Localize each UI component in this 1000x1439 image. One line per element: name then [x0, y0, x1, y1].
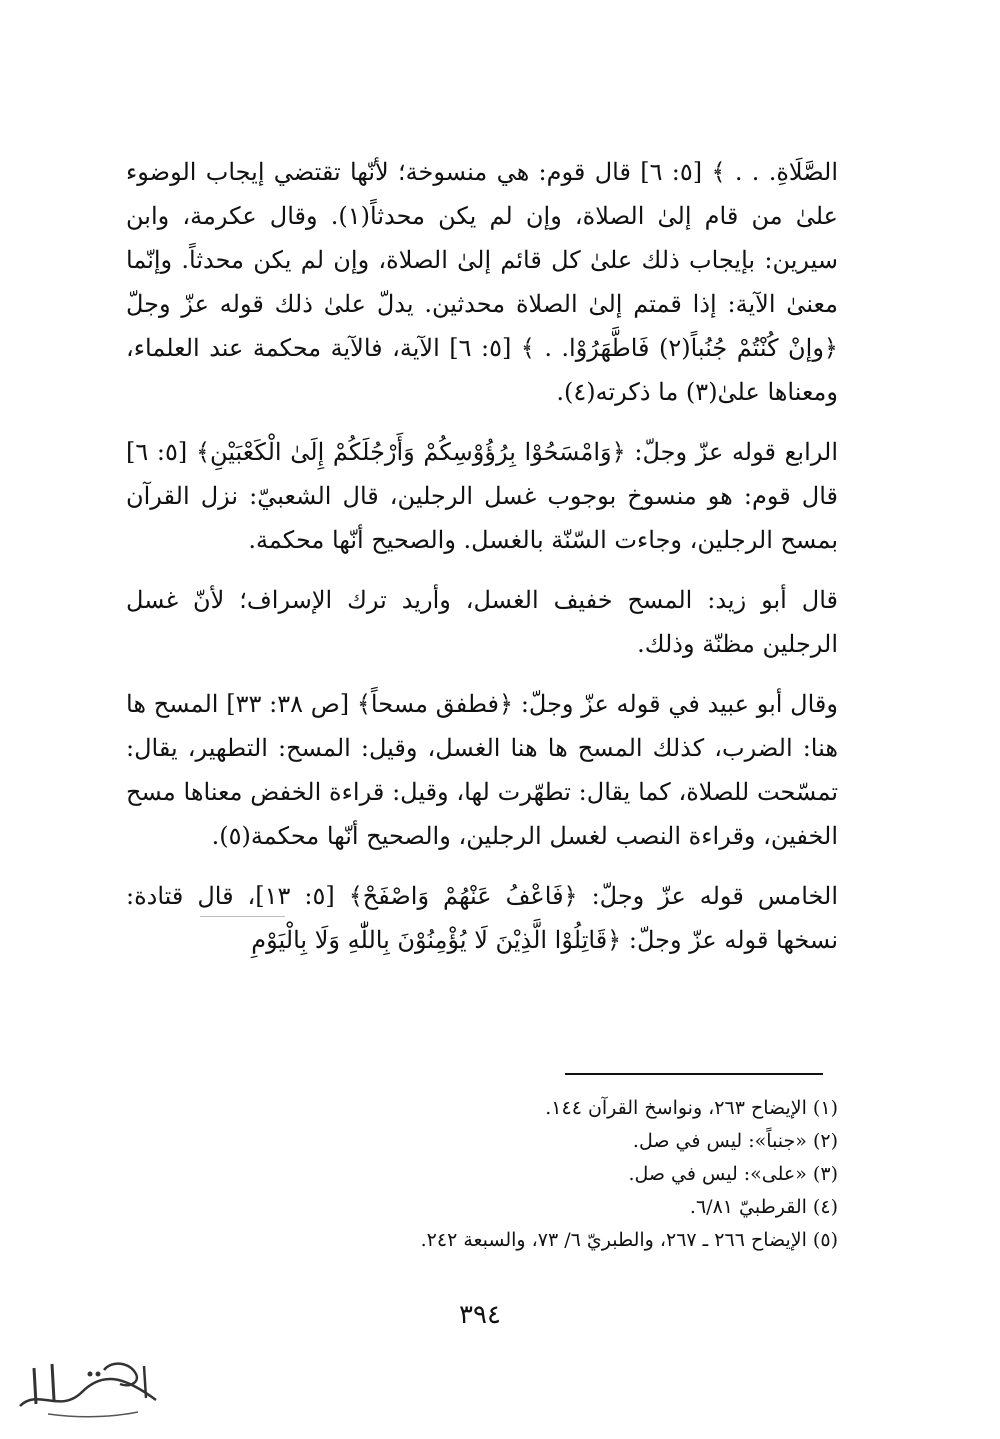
paragraph-1: الصَّلَاةِ. . . ﴾ [٥: ٦] قال قوم: هي منسوخة؛ لأنّها تقتضي إيجاب الوضوء علىٰ من قام إلىٰ الصلاة، وإن لم يكن محدثاً(١). وقال عكرمة، وابن سيرين: بإيجاب ذلك علىٰ كل قائم إلىٰ الصلاة، وإن لم يكن محدثاً. وإنّما معنىٰ الآية: إذا قمتم إلىٰ الصلاة محدثين. يدلّ علىٰ ذلك قوله عزّ وجلّ ﴿وإنْ كُنْتُمْ جُنُباً(٢) فَاطَّهَرُوْا. . ﴾ [٥: ٦] الآية، فالآية محكمة عند العلماء، ومعناها علىٰ(٣) ما ذكرته(٤).	[126, 158, 839, 406]
footnote-3: (٣) «على»: ليس في صل.	[628, 1163, 838, 1185]
faint-divider	[200, 916, 285, 917]
main-text	[126, 150, 838, 962]
footnote-4: (٤) القرطبيّ ٦/٨١.	[689, 1196, 838, 1218]
paragraph-3: قال أبو زيد: المسح خفيف الغسل، وأريد ترك الإسراف؛ لأنّ غسل الرجلين مظنّة وذلك.	[126, 586, 838, 658]
footnotes-divider	[565, 1073, 823, 1075]
footnote-1: (١) الإيضاح ٢٦٣، ونواسخ القرآن ١٤٤.	[545, 1097, 838, 1119]
footnotes	[330, 1092, 838, 1257]
footnote-5: (٥) الإيضاح ٢٦٦ ـ ٢٦٧، والطبريّ ٦/ ٧٣، والسبعة ٢٤٢.	[420, 1229, 838, 1251]
footnote-2: (٢) «جنباً»: ليس في صل.	[632, 1130, 838, 1152]
paragraph-2: الرابع قوله عزّ وجلّ: ﴿وَامْسَحُوْا بِرُؤُوْسِكُمْ وَأَرْجُلَكُمْ إِلَىٰ الْكَعْبَيْنِ﴾ [٥: ٦] قال قوم: هو منسوخ بوجوب غسل الرجلين، قال الشعبيّ: نزل القرآن بمسح الرجلين، وجاءت السّنّة بالغسل. والصحيح أنّها محكمة.	[126, 438, 839, 554]
paragraph-5: الخامس قوله عزّ وجلّ: ﴿فَاعْفُ عَنْهُمْ وَاصْفَحْ﴾ [٥: ١٣]، قال قتادة: نسخها قوله عزّ وجلّ: ﴿قَاتِلُوْا الَّذِيْنَ لَا يُؤْمِنُوْنَ بِاللّٰهِ وَلَا بِالْيَوْمِ	[126, 882, 839, 954]
paragraph-4: وقال أبو عبيد في قوله عزّ وجلّ: ﴿فطفق مسحاً﴾ [ص ٣٨: ٣٣] المسح ها هنا: الضرب، كذلك المسح ها هنا الغسل، وقيل: المسح: التطهير، يقال: تمسّحت للصلاة، كما يقال: تطهّرت لها، وقيل: قراءة الخفض معناها مسح الخفين، وقراءة النصب لغسل الرجلين، والصحيح أنّها محكمة(٥).	[126, 690, 838, 850]
page-number: ٣٩٤	[459, 1300, 501, 1330]
